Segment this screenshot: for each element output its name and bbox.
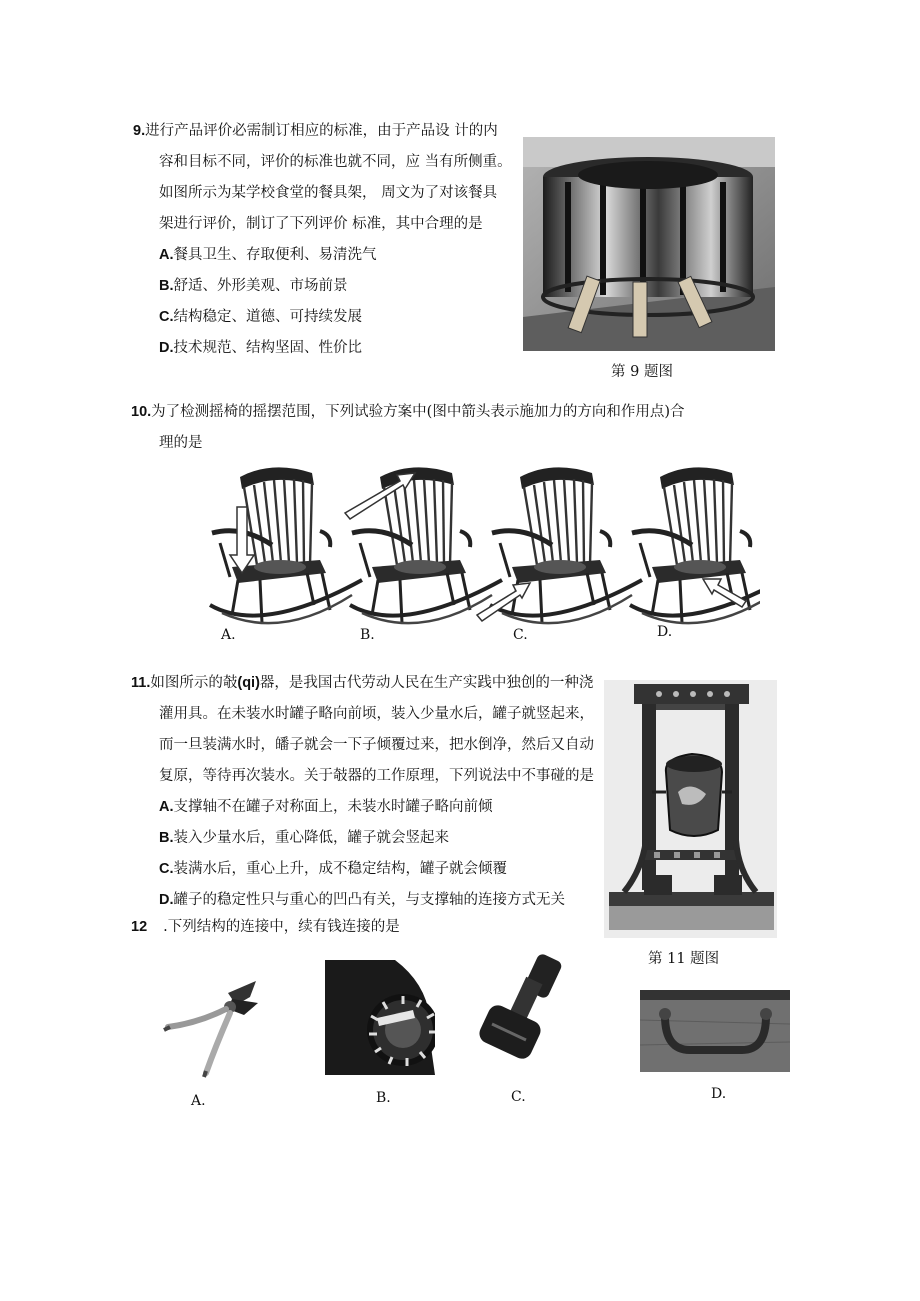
q10-label-b[interactable]: B. <box>360 627 375 643</box>
q11-option-d[interactable]: D.罐子的稳定性只与重心的凹凸有关，与支撑轴的连接方式无关 <box>159 892 565 908</box>
q10-label-a[interactable]: A. <box>221 627 236 643</box>
q11-number: 11. <box>131 675 151 691</box>
arrow-d <box>703 579 746 607</box>
q12-label-d[interactable]: D. <box>711 1086 727 1102</box>
dish-rack-photo <box>523 137 775 351</box>
q9-figure-caption: 第 9 题图 <box>611 364 673 380</box>
q10-line-1: 10.为了检测摇椅的摇摆范围，下列试验方案中(图中箭头表示施加力的方向和作用点)合 <box>131 404 685 420</box>
q12-label-b[interactable]: B. <box>376 1090 391 1106</box>
q11-option-a[interactable]: A.支撑轴不在罐子对称面上，未装水时罐子略向前倾 <box>159 799 493 815</box>
q9-option-c[interactable]: C.结构稳定、道德、可持续发展 <box>159 309 362 325</box>
q12-line-1: 12 .下列结构的连接中，续有钱连接的是 <box>131 919 400 935</box>
q9-line-3: 如图所示为某学校食堂的餐具架， 周文为了对该餐具 <box>159 185 498 201</box>
q11-figure-caption: 第 11 题图 <box>648 951 720 967</box>
q12-number: 12 <box>131 919 148 935</box>
q11-line-1: 11.如图所示的攲(qi)器，是我国古代劳动人民在生产实践中独创的一种浇 <box>131 675 594 691</box>
chair-a <box>210 467 362 623</box>
gear-wheel-image <box>325 960 435 1075</box>
q9-line-2: 容和目标不同，评价的标准也就不同，应 当有所侧重。 <box>159 154 512 170</box>
q11-line-4: 复原，等待再次装水。关于攲器的工作原理，下列说法中不事碰的是 <box>159 768 594 784</box>
q9-option-a[interactable]: A.餐具卫生、存取便利、易清洗气 <box>159 247 377 263</box>
q9-option-d[interactable]: D.技术规范、结构坚固、性价比 <box>159 340 362 356</box>
arrow-a <box>230 507 254 573</box>
q9-number: 9. <box>133 123 146 139</box>
q9-line-4: 架进行评价，制订了下列评价 标准，其中合理的是 <box>159 216 483 232</box>
rocking-chair-figures <box>200 455 760 645</box>
qi-vessel-photo <box>604 680 777 938</box>
q10-label-d[interactable]: D. <box>657 624 673 640</box>
q9-line-1: 9.进行产品评价必需制订相应的标准，由于产品设 计的内 <box>133 123 498 139</box>
q9-option-b[interactable]: B.舒适、外形美观、市场前景 <box>159 278 348 294</box>
q12-label-c[interactable]: C. <box>511 1089 526 1105</box>
q11-option-b[interactable]: B.装入少量水后，重心降低，罐子就会竖起来 <box>159 830 449 846</box>
q10-line-2: 理的是 <box>159 435 203 451</box>
q10-label-c[interactable]: C. <box>513 627 528 643</box>
q10-number: 10. <box>131 404 152 420</box>
chair-b <box>350 467 502 623</box>
q11-line-3: 而一旦装满水时，皤子就会一下子倾覆过来，把水倒净，然后又自动 <box>159 737 594 753</box>
dumbbell-image <box>474 948 589 1068</box>
q11-line-2: 灌用具。在未装水时罐子略向前顷，装入少量水后，罐子就竖起来， <box>159 706 594 722</box>
pliers-image <box>158 975 263 1080</box>
q12-label-a[interactable]: A. <box>191 1093 206 1109</box>
handle-image <box>640 990 790 1072</box>
q11-option-c[interactable]: C.装满水后，重心上升，成不稳定结构，罐子就会倾覆 <box>159 861 507 877</box>
